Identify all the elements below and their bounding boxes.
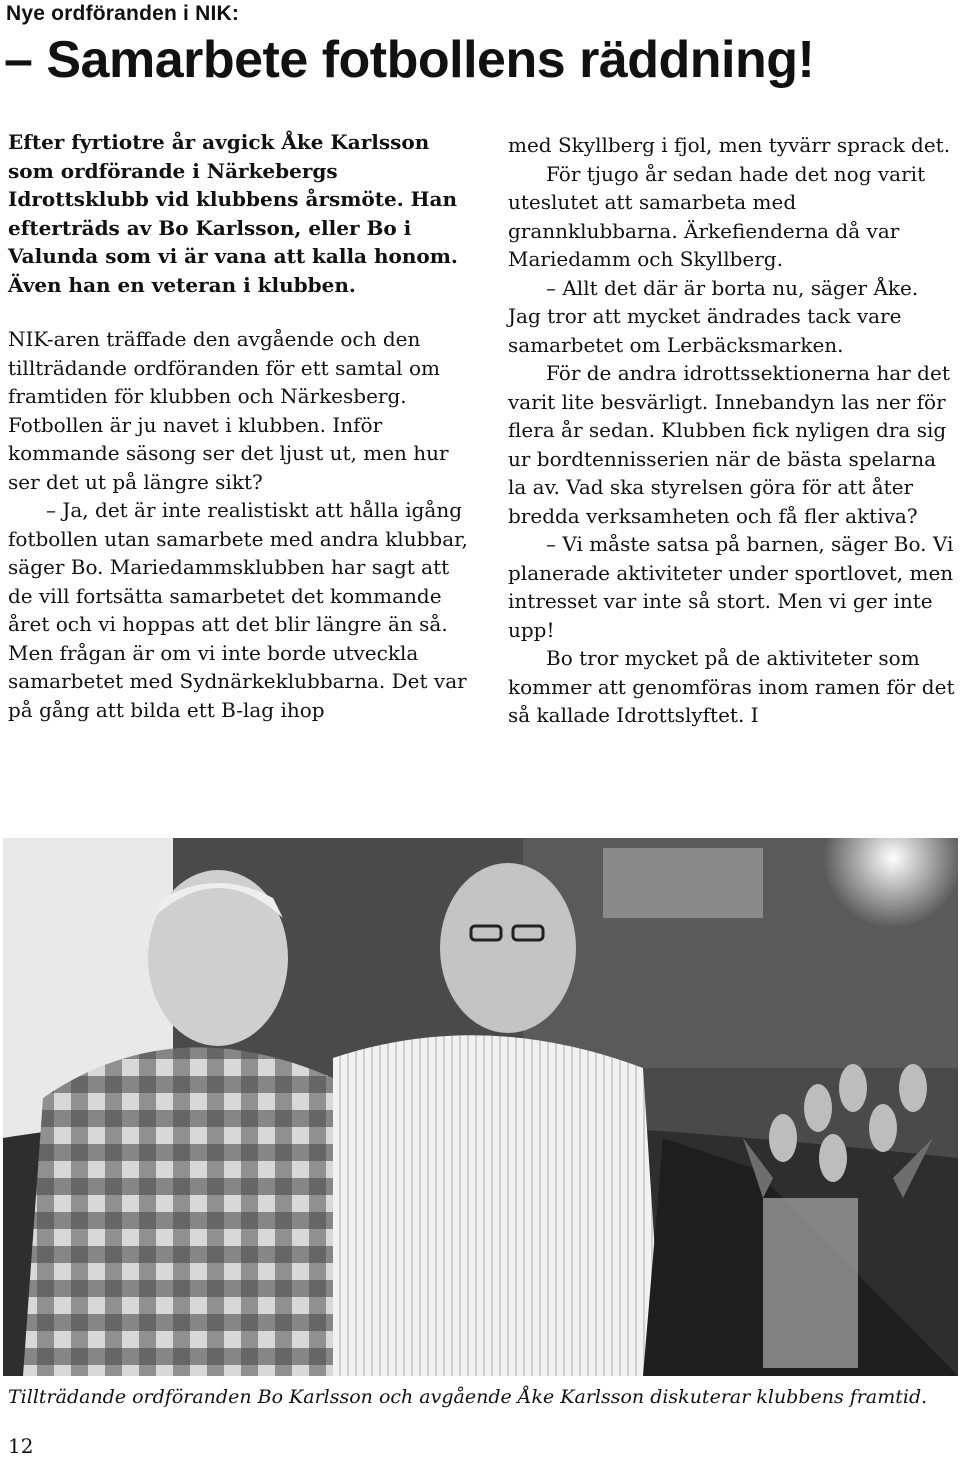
body-paragraph: – Ja, det är inte realistiskt att hålla igång fotbollen utan samarbete med andra klubbar, säger Bo. Mariedammsklubben har sagt att de vill fortsätta samarbetet det kommande året och vi hoppas att det blir längre än så. Men frågan är om vi inte borde utveckla samarbetet med Sydnärkeklubbarna. Det var på gång att bilda ett B-lag ihop — [8, 498, 468, 722]
page-number: 12 — [8, 1434, 34, 1458]
white-shirt — [333, 1035, 663, 1376]
photo-caption: Tillträdande ordföranden Bo Karlsson och avgående Åke Karlsson diskuterar klubbens framtid. — [8, 1386, 928, 1408]
article-kicker: Nye ordföranden i NIK: — [6, 2, 240, 25]
flower-vase — [763, 1198, 858, 1368]
body-paragraph: För tjugo år sedan hade det nog varit uteslutet att samarbeta med grannklubbarna. Ärkefienderna då var Mariedamm och Skyllberg. — [508, 161, 926, 271]
body-paragraph: – Allt det där är borta nu, säger Åke. Jag tror att mycket ändrades tack vare samarbetet om Lerbäcksmarken. — [508, 275, 919, 357]
article-headline: – Samarbete fotbollens räddning! — [4, 31, 815, 89]
wall-picture — [603, 848, 763, 918]
article-lead: Efter fyrtiotre år avgick Åke Karlsson som ordförande i Närkebergs Idrottsklubb vid klubbens årsmöte. Han efterträds av Bo Karlsson, eller Bo i Valunda som vi är vana att kalla honom. Även han en veteran i klubben. — [8, 130, 458, 297]
man-right-head — [440, 863, 576, 1033]
right-column — [508, 131, 956, 730]
body-paragraph: – Vi måste satsa på barnen, säger Bo. Vi planerade aktiviteter under sportlovet, men intresset var inte så stort. Men vi ger inte upp! — [508, 532, 954, 642]
article-photo — [3, 838, 958, 1376]
photo-illustration — [3, 838, 958, 1376]
body-paragraph: med Skyllberg i fjol, men tyvärr sprack det. — [508, 133, 951, 157]
body-paragraph: För de andra idrottssektionerna har det varit lite besvärligt. Innebandyn las ner för flera år sedan. Klubben fick nyligen dra sig ur bordtennisserien när de bästa spelarna la av. Vad ska styrelsen göra för att åter bredda verksamheten och få fler aktiva? — [508, 361, 950, 528]
body-paragraph: NIK-aren träffade den avgående och den tillträdande ordföranden för ett samtal om framtiden för klubben och Närkesberg. Fotbollen är ju navet i klubben. Inför kommande säsong ser det ljust ut, men hur ser det ut på längre sikt? — [8, 327, 449, 494]
body-paragraph: Bo tror mycket på de aktiviteter som kommer att genomföras inom ramen för det så kallade Idrottslyftet. I — [508, 646, 955, 727]
left-column — [8, 128, 470, 724]
